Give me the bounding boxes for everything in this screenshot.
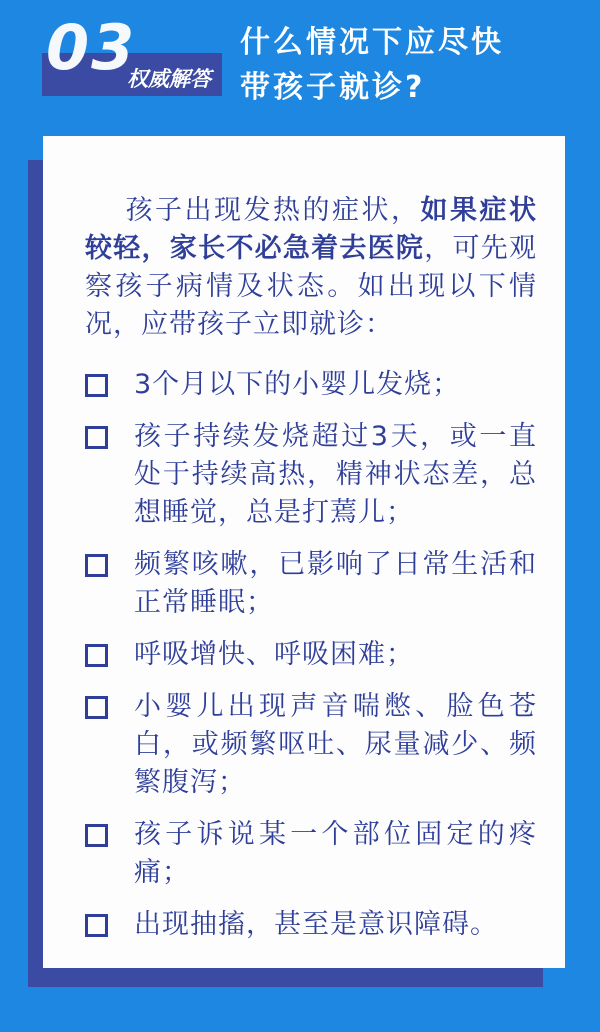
checklist-item-text: 孩子诉说某一个部位固定的疼痛； — [134, 819, 537, 888]
checkbox-icon — [85, 554, 108, 577]
checklist-item-text: 呼吸增快、呼吸困难； — [134, 639, 414, 670]
header — [0, 0, 600, 136]
checklist-item-text: 3个月以下的小婴儿发烧； — [134, 369, 461, 400]
intro-paragraph — [85, 192, 537, 344]
checklist — [85, 366, 537, 944]
checklist-item — [85, 546, 537, 622]
checklist-item-text: 频繁咳嗽，已影响了日常生活和正常睡眠； — [134, 549, 537, 618]
checkbox-icon — [85, 914, 108, 937]
intro-pre: 孩子出现发热的症状， — [125, 195, 421, 226]
page-title-line1: 什么情况下应尽快 — [240, 25, 504, 60]
checklist-item — [85, 636, 537, 674]
checkbox-icon — [85, 374, 108, 397]
checklist-item-text: 小婴儿出现声音喘憋、脸色苍白，或频繁呕吐、尿量减少、频繁腹泻； — [134, 691, 537, 798]
checkbox-icon — [85, 426, 108, 449]
checklist-item — [85, 816, 537, 892]
checklist-item — [85, 688, 537, 802]
badge-label: 权威解答 — [127, 67, 211, 91]
checklist-item — [85, 366, 537, 404]
intro-post: ，可先观察孩子病情及状态。如出现以下情况，应带孩子立即就诊： — [85, 233, 538, 340]
page-title — [240, 20, 504, 110]
checklist-item-text: 孩子持续发烧超过3天，或一直处于持续高热，精神状态差，总想睡觉，总是打蔫儿； — [134, 421, 537, 528]
page-title-line2: 带孩子就诊? — [240, 70, 426, 105]
checkbox-icon — [85, 824, 108, 847]
section-number: 03 — [46, 11, 137, 84]
checkbox-icon — [85, 644, 108, 667]
intro-bold: 如果症状较轻，家长不必急着去医院 — [85, 195, 537, 264]
content-card — [43, 136, 565, 968]
checklist-item-text: 出现抽搐，甚至是意识障碍。 — [134, 909, 498, 940]
checklist-item — [85, 418, 537, 532]
checklist-item — [85, 906, 537, 944]
checkbox-icon — [85, 696, 108, 719]
